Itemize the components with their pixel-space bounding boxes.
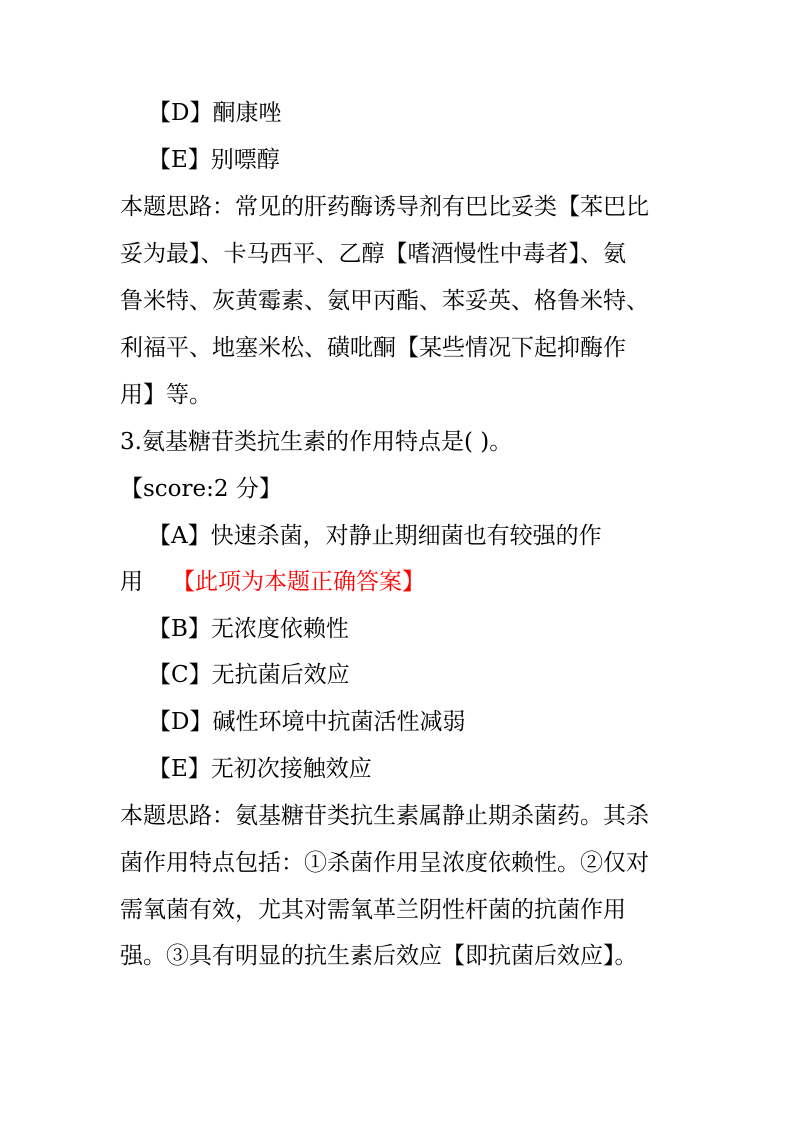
explanation-line: 强。③具有明显的抗生素后效应【即抗菌后效应】。 — [120, 943, 638, 969]
option-e: 【E】别嘌醇 — [148, 147, 280, 173]
question-title: 3.氨基糖苷类抗生素的作用特点是( )。 — [120, 429, 513, 455]
explanation-line: 本题思路：常见的肝药酶诱导剂有巴比妥类【苯巴比 — [120, 194, 649, 220]
explanation-line: 用】等。 — [120, 382, 212, 408]
correct-answer-marker: 【此项为本题正确答案】 — [172, 569, 425, 595]
option-b: 【B】无浓度依赖性 — [148, 616, 349, 642]
explanation-line: 利福平、地塞米松、磺吡酮【某些情况下起抑酶作 — [120, 335, 626, 361]
option-c: 【C】无抗菌后效应 — [148, 662, 350, 688]
explanation-line: 妥为最】、卡马西平、乙醇【嗜酒慢性中毒者】、氨 — [120, 241, 626, 267]
explanation-line: 鲁米特、灰黄霉素、氨甲丙酯、苯妥英、格鲁米特、 — [120, 288, 649, 314]
explanation-line: 本题思路：氨基糖苷类抗生素属静止期杀菌药。其杀 — [120, 803, 649, 829]
option-d: 【D】酮康唑 — [148, 100, 282, 126]
explanation-line: 菌作用特点包括：①杀菌作用呈浓度依赖性。②仅对 — [120, 850, 649, 876]
option-e: 【E】无初次接触效应 — [148, 756, 372, 782]
option-a-continued: 用 — [120, 569, 143, 595]
explanation-line: 需氧菌有效，尤其对需氧革兰阴性杆菌的抗菌作用 — [120, 897, 626, 923]
score-label: 【score:2 分】 — [120, 476, 282, 502]
option-d: 【D】碱性环境中抗菌活性减弱 — [148, 709, 466, 735]
option-a: 【A】快速杀菌，对静止期细菌也有较强的作 — [148, 523, 602, 549]
